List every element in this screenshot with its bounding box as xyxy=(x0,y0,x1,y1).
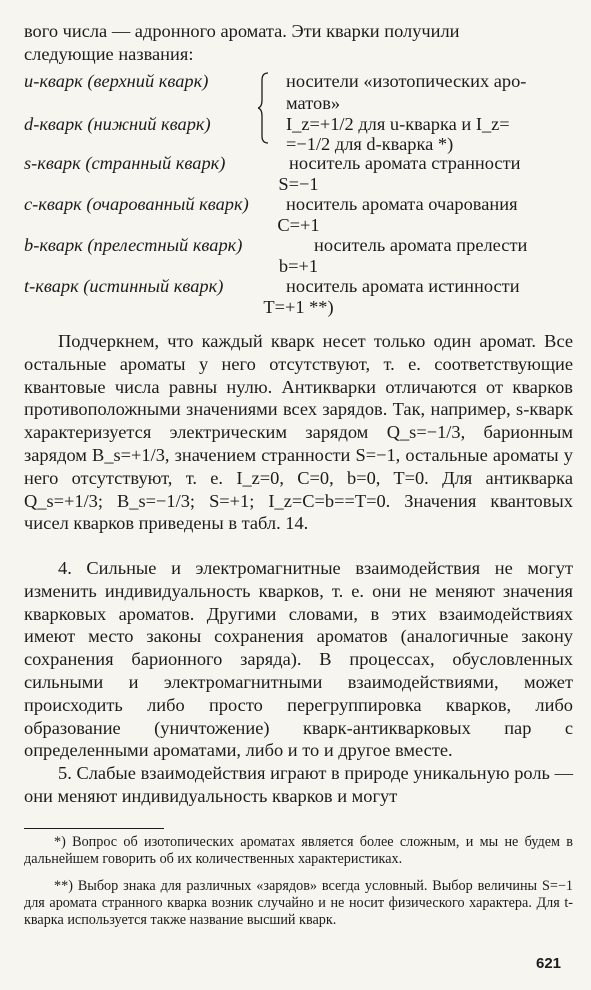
quark-d-symbol: d-кварк xyxy=(24,114,83,134)
footnote-divider xyxy=(24,828,164,829)
paragraph-strong-em: 4. Сильные и электромагнитные взаимодействия не могут изменить индивидуальность кварков, т. е. они не меняют значения кварковых ароматов. Другими словами, в этих взаимодействиях имеют место законы сохранения ароматов (аналогичные закону сохранения барионного заряда). В процессах, обусловленных сильными и электромагнитными взаимодействиями, может происходить либо просто перегруппировка кварков, либо образование (уничтожение) кварк-антикварковых пар с определенными ароматами, либо и то и другое вместе. xyxy=(24,558,573,761)
quark-c-alias: (очарованный кварк) xyxy=(86,194,249,214)
quark-b-alias: (прелестный кварк) xyxy=(87,235,243,255)
quark-u-alias: (верхний кварк) xyxy=(87,71,209,91)
quark-name-b xyxy=(24,234,242,257)
quark-b-symbol: b-кварк xyxy=(24,235,83,255)
intro-line-2: следующие названия: xyxy=(24,43,194,64)
quark-c-value: C=+1 xyxy=(277,215,320,235)
paragraph-flavors: Подчеркнем, что каждый кварк несет только один аромат. Все остальные ароматы у него отсутствуют, т. е. соответствующие квантовые числа равны нулю. Антикварки отличаются от кварков противоположными значениями всех зарядов. Так, например, s-кварк характеризуется электрическим зарядом Q_s=−1/3, барионным зарядом B_s=+1/3, значением странности S=−1, остальные ароматы у него отсутствуют, т. е. I_z=0, C=0, b=0, T=0. Для антикварка Q_s=+1/3; B_s=−1/3; S=+1; I_z=C=b==T=0. Значения квантовых чисел кварков приведены в табл. 14. xyxy=(24,331,573,534)
quark-u-desc-1: носители «изотопических аро- xyxy=(286,71,527,91)
quark-s-value: S=−1 xyxy=(278,174,319,194)
quark-s-alias: (странный кварк) xyxy=(85,153,226,173)
quark-t-value: T=+1 **) xyxy=(263,297,334,317)
footnote-1: *) Вопрос об изотопических ароматах является более сложным, и мы не будем в дальнейшем говорить об их количественных характеристиках. xyxy=(24,834,573,868)
curly-brace-icon xyxy=(258,72,272,144)
quark-b-value: b=+1 xyxy=(278,256,319,276)
quark-u-symbol: u-кварк xyxy=(24,71,83,91)
intro-text xyxy=(24,20,573,66)
quark-s-symbol: s-кварк xyxy=(24,153,81,173)
quark-u-desc-2: матов» xyxy=(286,93,341,113)
page-number: 621 xyxy=(536,955,562,972)
quark-c-desc: носитель аромата очарования xyxy=(286,194,518,214)
quark-name-c xyxy=(24,193,249,216)
quark-d-desc-1: I_z=+1/2 для u-кварка и I_z= xyxy=(286,114,510,134)
quark-b-desc: носитель аромата прелести xyxy=(314,235,528,255)
quark-name-t xyxy=(24,275,223,298)
quark-s-desc: носитель аромата странности xyxy=(289,153,521,173)
quark-t-symbol: t-кварк xyxy=(24,276,79,296)
footnote-2: **) Выбор знака для различных «зарядов» всегда условный. Выбор величины S=−1 для аромата странного кварка возник случайно и не носит физического характера. Для t-кварка используется также название высший кварк. xyxy=(24,878,573,929)
paragraph-weak: 5. Слабые взаимодействия играют в природе уникальную роль — они меняют индивидуальность кварков и могут xyxy=(24,763,573,806)
quark-d-alias: (нижний кварк) xyxy=(87,114,211,134)
quark-name-u xyxy=(24,70,208,93)
quark-name-s xyxy=(24,152,225,175)
quark-name-d xyxy=(24,113,211,136)
quark-d-desc-2: =−1/2 для d-кварка *) xyxy=(286,134,454,154)
quark-c-symbol: c-кварк xyxy=(24,194,82,214)
intro-line-1: вого числа — адронного аромата. Эти кварки получили xyxy=(24,21,460,41)
quark-t-alias: (истинный кварк) xyxy=(83,276,224,296)
quark-t-desc: носитель аромата истинности xyxy=(286,276,520,296)
